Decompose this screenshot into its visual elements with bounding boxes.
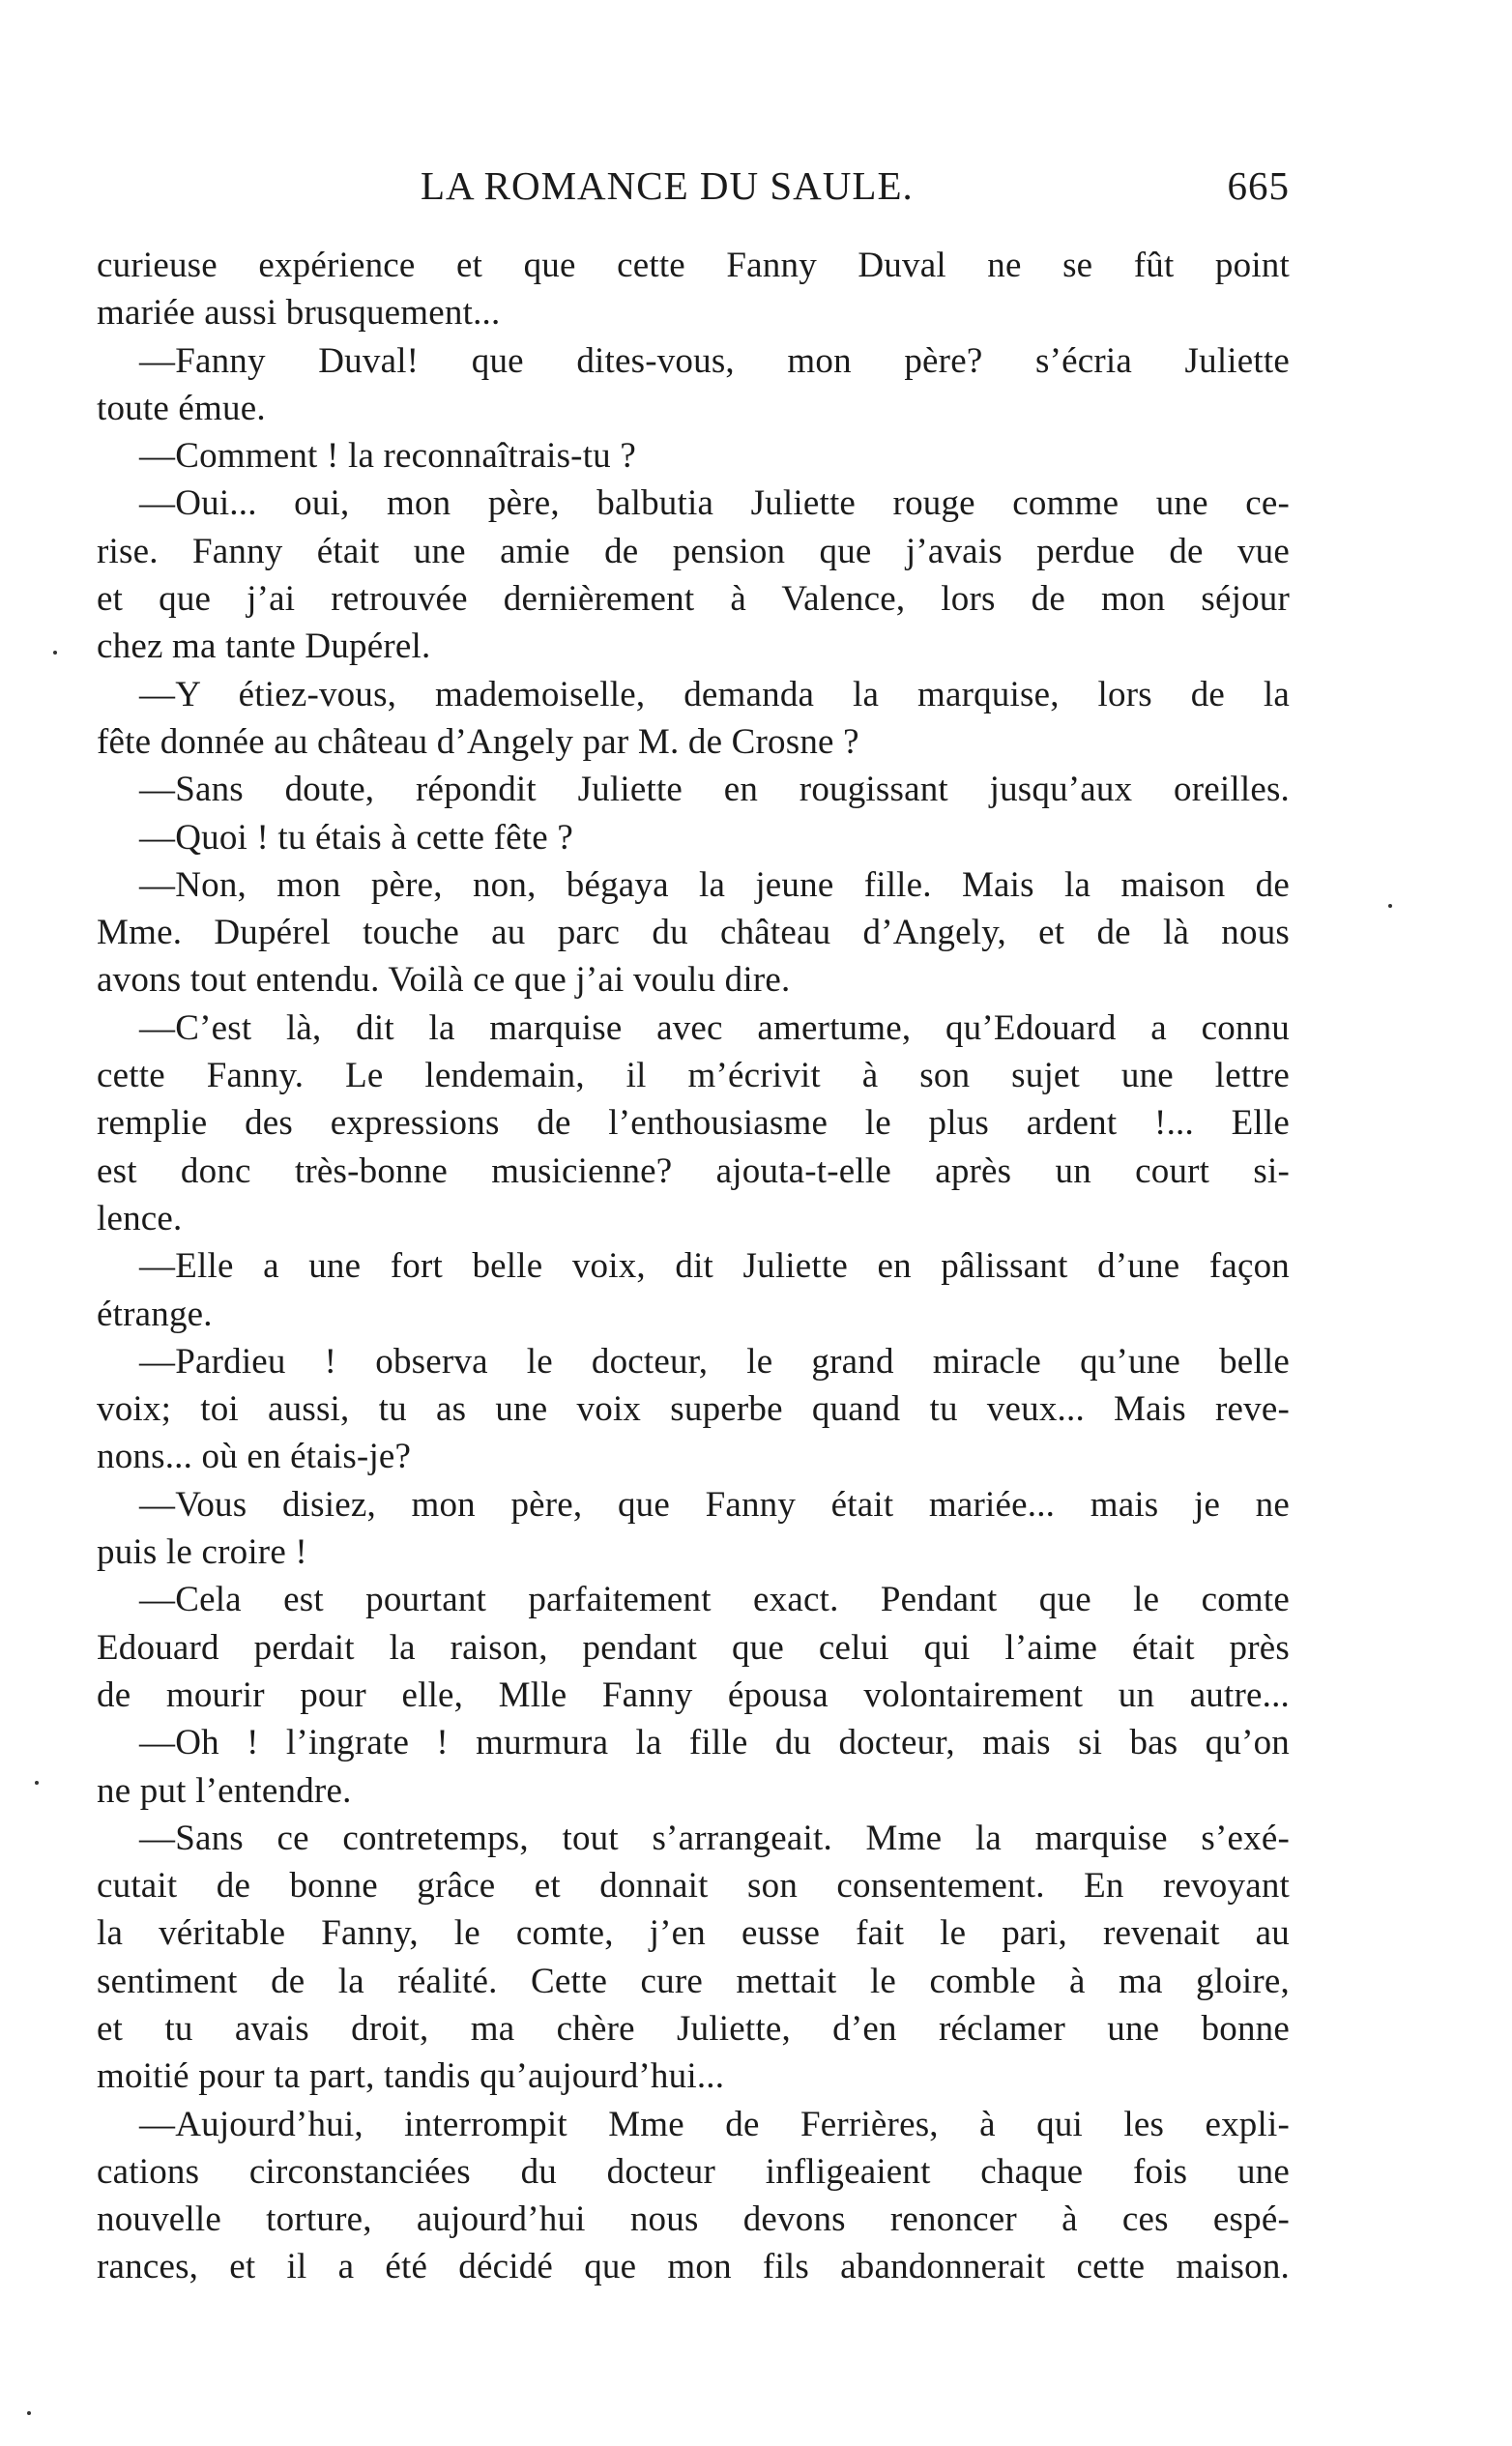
text-line: remplie des expressions de l’enthousiasme le plus ardent !... Elle bbox=[97, 1103, 1290, 1144]
text-line: chez ma tante Dupérel. bbox=[97, 626, 431, 667]
text-line: avons tout entendu. Voilà ce que j’ai voulu dire. bbox=[97, 960, 791, 1001]
text-line: et tu avais droit, ma chère Juliette, d’en réclamer une bonne bbox=[97, 2008, 1290, 2049]
text-line: lence. bbox=[97, 1198, 183, 1238]
text-line: —Fanny Duval! que dites-vous, mon père? s’écria Juliette bbox=[139, 340, 1290, 381]
text-line: —Oh ! l’ingrate ! murmura la fille du docteur, mais si bas qu’on bbox=[139, 1723, 1290, 1763]
text-line: cutait de bonne grâce et donnait son consentement. En revoyant bbox=[97, 1866, 1290, 1907]
page-number: 665 bbox=[1227, 163, 1290, 208]
text-line: puis le croire ! bbox=[97, 1532, 307, 1573]
text-line: nouvelle torture, aujourd’hui nous devons renoncer à ces espé- bbox=[97, 2199, 1290, 2240]
running-title: LA ROMANCE DU SAULE. bbox=[421, 163, 914, 208]
text-line: —Oui... oui, mon père, balbutia Juliette rouge comme une ce- bbox=[139, 483, 1290, 524]
text-line: ne put l’entendre. bbox=[97, 1770, 352, 1811]
text-line: —Comment ! la reconnaîtrais-tu ? bbox=[139, 436, 636, 477]
text-line: sentiment de la réalité. Cette cure mettait le comble à ma gloire, bbox=[97, 1961, 1290, 2001]
text-line: de mourir pour elle, Mlle Fanny épousa volontairement un autre... bbox=[97, 1674, 1290, 1715]
text-line: est donc très-bonne musicienne? ajouta-t-elle après un court si- bbox=[97, 1150, 1290, 1191]
ink-speck bbox=[53, 651, 57, 655]
ink-speck bbox=[1388, 904, 1392, 908]
text-line: —Sans ce contretemps, tout s’arrangeait. Mme la marquise s’exé- bbox=[139, 1818, 1290, 1858]
body-text bbox=[97, 242, 1290, 2291]
text-line: —C’est là, dit la marquise avec amertume, qu’Edouard a connu bbox=[139, 1007, 1290, 1048]
text-line: —Sans doute, répondit Juliette en rougissant jusqu’aux oreilles. bbox=[139, 770, 1290, 810]
text-line: moitié pour ta part, tandis qu’aujourd’hui... bbox=[97, 2056, 725, 2097]
text-line: rise. Fanny était une amie de pension que j’avais perdue de vue bbox=[97, 531, 1290, 571]
text-line: rances, et il a été décidé que mon fils abandonnerait cette maison. bbox=[97, 2247, 1290, 2287]
running-head bbox=[97, 162, 1290, 220]
text-line: —Non, mon père, non, bégaya la jeune fille. Mais la maison de bbox=[139, 864, 1290, 905]
ink-speck bbox=[27, 2411, 31, 2415]
text-line: —Elle a une fort belle voix, dit Juliette en pâlissant d’une façon bbox=[139, 1246, 1290, 1287]
text-line: toute émue. bbox=[97, 388, 266, 428]
text-line: étrange. bbox=[97, 1294, 213, 1334]
text-line: cations circonstanciées du docteur infligeaient chaque fois une bbox=[97, 2151, 1290, 2192]
text-line: fête donnée au château d’Angely par M. de Crosne ? bbox=[97, 721, 859, 762]
text-line: —Pardieu ! observa le docteur, le grand miracle qu’une belle bbox=[139, 1341, 1290, 1382]
ink-speck bbox=[35, 1781, 39, 1785]
text-line: —Y étiez-vous, mademoiselle, demanda la marquise, lors de la bbox=[139, 674, 1290, 714]
text-line: —Aujourd’hui, interrompit Mme de Ferrières, à qui les expli- bbox=[139, 2104, 1290, 2144]
text-line: mariée aussi brusquement... bbox=[97, 293, 501, 334]
text-line: cette Fanny. Le lendemain, il m’écrivit à son sujet une lettre bbox=[97, 1056, 1290, 1096]
text-line: voix; toi aussi, tu as une voix superbe quand tu veux... Mais reve- bbox=[97, 1389, 1290, 1430]
text-line: —Vous disiez, mon père, que Fanny était mariée... mais je ne bbox=[139, 1484, 1290, 1525]
text-line: et que j’ai retrouvée dernièrement à Valence, lors de mon séjour bbox=[97, 579, 1290, 620]
text-line: —Cela est pourtant parfaitement exact. Pendant que le comte bbox=[139, 1580, 1290, 1620]
text-line: nons... où en étais-je? bbox=[97, 1437, 412, 1477]
text-line: Edouard perdait la raison, pendant que celui qui l’aime était près bbox=[97, 1627, 1290, 1668]
text-line: curieuse expérience et que cette Fanny Duval ne se fût point bbox=[97, 246, 1290, 285]
text-line: —Quoi ! tu étais à cette fête ? bbox=[139, 817, 573, 858]
text-line: Mme. Dupérel touche au parc du château d’Angely, et de là nous bbox=[97, 913, 1290, 953]
text-line: la véritable Fanny, le comte, j’en eusse fait le pari, revenait au bbox=[97, 1913, 1290, 1954]
